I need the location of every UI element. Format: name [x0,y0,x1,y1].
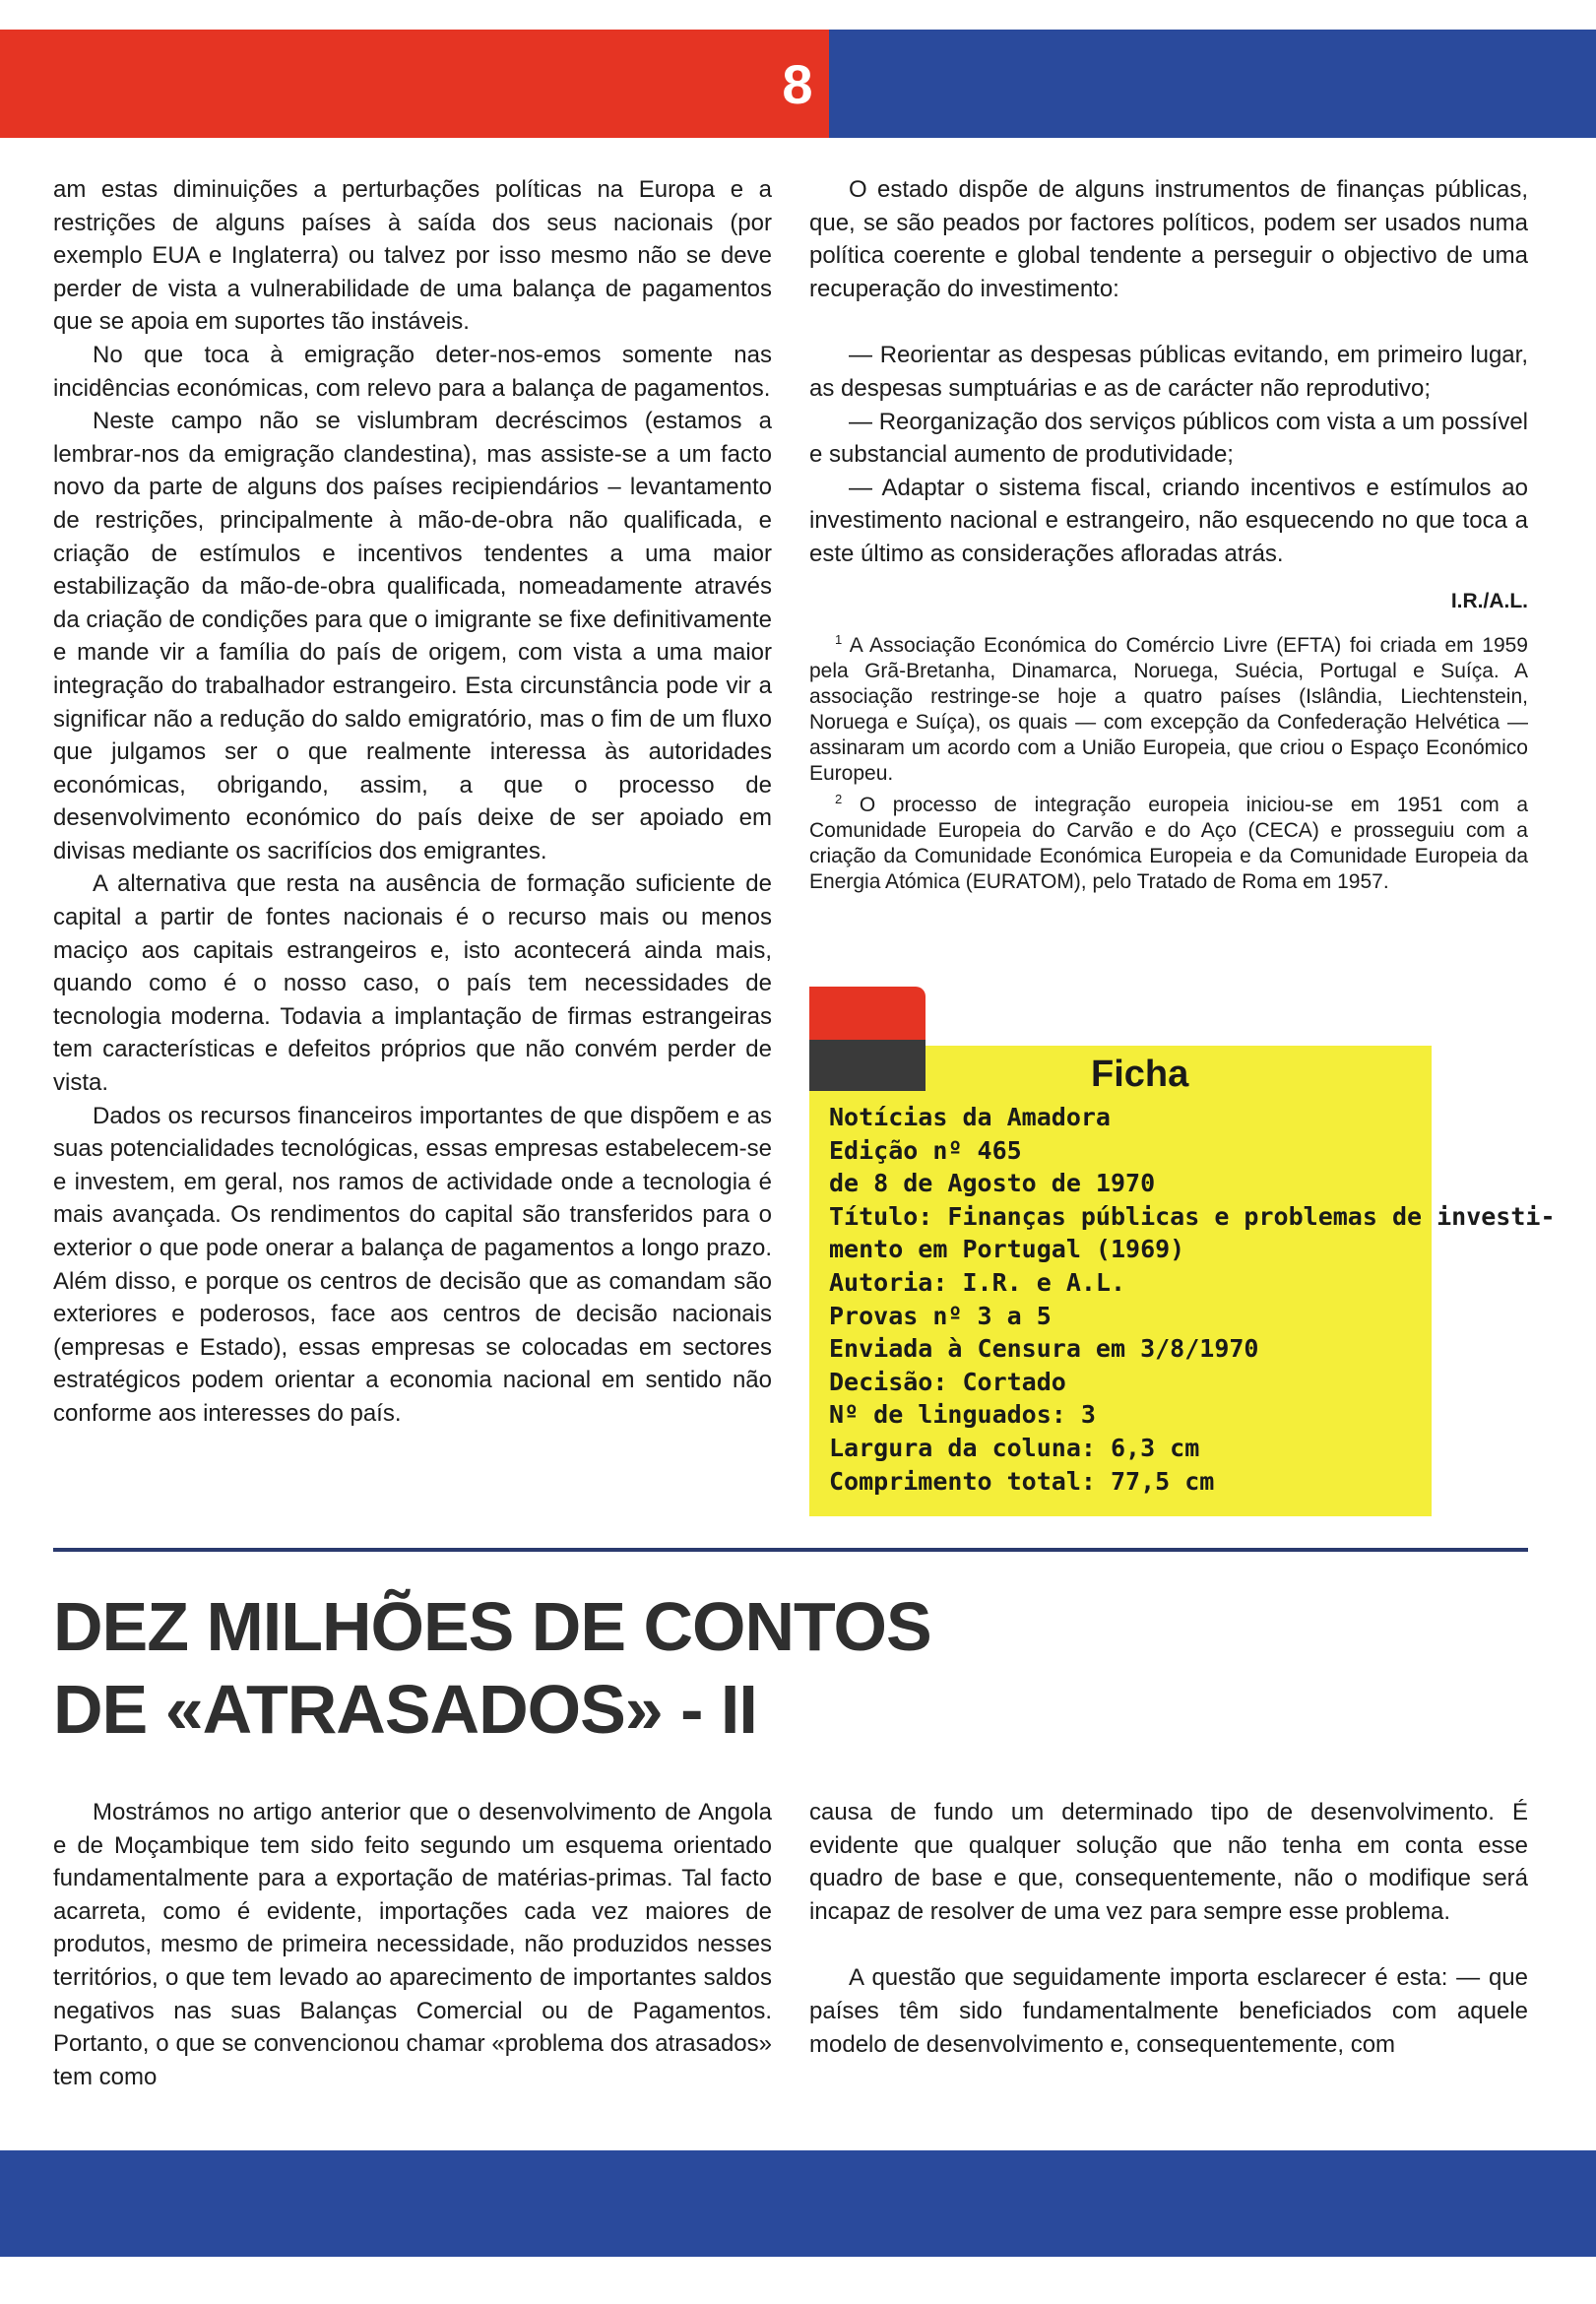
article1-left-column [53,173,772,1431]
article1-paragraph: Neste campo não se vislumbram decréscimos (estamos a lembrar-nos da emigração clandestina), mas assiste-se a um facto novo da parte de alguns dos países recipiendários – levantamento de restrições, principalmente à mão-de-obra não qualificada, e criação de estímulos e incentivos tendentes a uma maior estabilização da mão-de-obra qualificada, nomeadamente através da criação de condições para que o imigrante se fixe definitivamente e mande vir a família do país de origem, com vista a uma maior integração do trabalhador estrangeiro. Esta circunstância pode vir a significar não a redução do saldo emigratório, mas o fim de um fluxo que julgamos ser o que realmente interessa às autoridades económicas, obrigando, assim, a que o processo de desenvolvimento económico do país deixe de ser apoiado em divisas mediante os sacrifícios dos emigrantes. [53,408,772,864]
header-bar-blue [798,30,1596,138]
section-divider [53,1548,1528,1552]
ficha-line: Nº de linguados: 3 [829,1400,1096,1430]
article2-left-column [53,1796,772,2093]
headline-line: DEZ MILHÕES DE CONTOS [53,1588,931,1665]
ficha-line: Decisão: Cortado [829,1367,1066,1396]
ficha-line: Notícias da Amadora [829,1103,1111,1131]
article1-list-item: — Reorganização dos serviços públicos com vista a um possível e substancial aumento de produtividade; [809,408,1528,469]
ficha-line: Autoria: I.R. e A.L. [829,1267,1126,1297]
ficha-line: Enviada à Censura em 3/8/1970 [829,1334,1259,1364]
header-bar-red [0,30,798,138]
ficha-line: Largura da coluna: 6,3 cm [829,1433,1200,1462]
footnotes [809,627,1528,895]
article1-intro: O estado dispõe de alguns instrumentos de finanças públicas, que, se são peados por factores políticos, podem ser usados numa política coerente e global tendente a perseguir o objectivo de uma recuperação do investimento: [809,176,1528,302]
article2-right-column [809,1796,1528,2061]
article2-headline [53,1585,931,1751]
ficha-line: Título: Finanças públicas e problemas de investi- [829,1201,1556,1231]
article2-paragraph: causa de fundo um determinado tipo de desenvolvimento. É evidente que qualquer solução que não tenha em conta esse quadro de base e que, consequentemente, não o modifique será incapaz de resolver de uma vez para sempre esse problema. [809,1799,1528,1925]
footnote-mark: 2 [835,792,843,807]
article1-paragraph: A alternativa que resta na ausência de formação suficiente de capital a partir de fontes nacionais é o recurso mais ou menos maciço aos capitais estrangeiros e, isto acontecerá ainda mais, quando como é o nosso caso, o país tem necessidades de tecnologia moderna. Todavia a implantação de firmas estrangeiras tem características e defeitos próprios que não convém perder de vista. [53,870,772,1097]
ficha-details [829,1101,1556,1498]
article1-list-item: — Reorientar as despesas públicas evitando, em primeiro lugar, as despesas sumptuárias e as de carácter não reprodutivo; [809,342,1528,402]
footnote-mark: 1 [835,632,843,648]
ficha-title: Ficha [1091,1054,1189,1095]
article1-right-column [809,173,1528,895]
ficha-tab-red [809,987,926,1040]
footnote-text: O processo de integração europeia iniciou-se em 1951 com a Comunidade Europeia do Carvão e do Aço (CECA) e prosseguiu com a criação da Comunidade Económica Europeia e da Comunidade Europeia da Energia Atómica (EURATOM), pelo Tratado de Roma em 1957. [809,794,1528,894]
page-number: 8 [766,30,829,138]
ficha-line: Edição nº 465 [829,1135,1022,1165]
article1-paragraph: Dados os recursos financeiros importantes de que dispõem e as suas potencialidades tecnológicas, essas empresas estabelecem-se e investem, em geral, nos ramos de actividade onde a tecnologia é mais avançada. Os rendimentos do capital são transferidos para o exterior o que pode onerar a balança de pagamentos a longo prazo. Além disso, e porque os centros de decisão que as comandam são exteriores e poderosos, face aos centros de decisão nacionais (empresas e Estado), essas empresas se colocadas em sectores estratégicos podem orientar a economia nacional em sentido não conforme aos interesses do país. [53,1102,772,1427]
ficha-tab-dark [809,1040,926,1091]
article1-paragraph: No que toca à emigração deter-nos-emos somente nas incidências económicas, com relevo para a balança de pagamentos. [53,341,772,402]
ficha-line: mento em Portugal (1969) [829,1235,1185,1264]
headline-line: DE «ATRASADOS» - II [53,1671,757,1748]
ficha-line: Provas nº 3 a 5 [829,1301,1052,1330]
article2-paragraph: Mostrámos no artigo anterior que o desenvolvimento de Angola e de Moçambique tem sido feito segundo um esquema orientado fundamentalmente para a exportação de matérias-primas. Tal facto acarreta, como é evidente, importações cada vez maiores de produtos, mesmo de primeira necessidade, não produzidos nesses territórios, o que tem levado ao aparecimento de importantes saldos negativos nas suas Balanças Comercial ou de Pagamentos. Portanto, o que se convencionou chamar «problema dos atrasados» tem como [53,1799,772,2090]
footnote [809,627,1528,787]
footer-bar-blue [0,2150,1596,2257]
author-signature: I.R./A.L. [1450,589,1528,612]
article1-paragraph: am estas diminuições a perturbações políticas na Europa e a restrições de alguns países à saída dos seus nacionais (por exemplo EUA e Inglaterra) ou talvez por isso mesmo não se deve perder de vista a vulnerabilidade de uma balança de pagamentos que se apoia em suportes tão instáveis. [53,176,772,336]
footnote-text: A Associação Económica do Comércio Livre (EFTA) foi criada em 1959 pela Grã-Bretanha, Dinamarca, Noruega, Suécia, Portugal e Suíça. A associação restringe-se hoje a quatro países (Islândia, Liechtenstein, Noruega e Suíça), os quais — com excepção da Confederação Helvética — assinaram um acordo com a União Europeia, que criou o Espaço Económico Europeu. [809,634,1528,786]
article2-paragraph: A questão que seguidamente importa esclarecer é esta: — que países têm sido fundamentalmente beneficiados com aquele modelo de desenvolvimento e, consequentemente, com [809,1964,1528,2058]
article1-list-item: — Adaptar o sistema fiscal, criando incentivos e estímulos ao investimento nacional e estrangeiro, não esquecendo no que toca a este último as considerações afloradas atrás. [809,474,1528,567]
ficha-line: de 8 de Agosto de 1970 [829,1169,1156,1198]
footnote [809,787,1528,895]
ficha-line: Comprimento total: 77,5 cm [829,1466,1215,1496]
